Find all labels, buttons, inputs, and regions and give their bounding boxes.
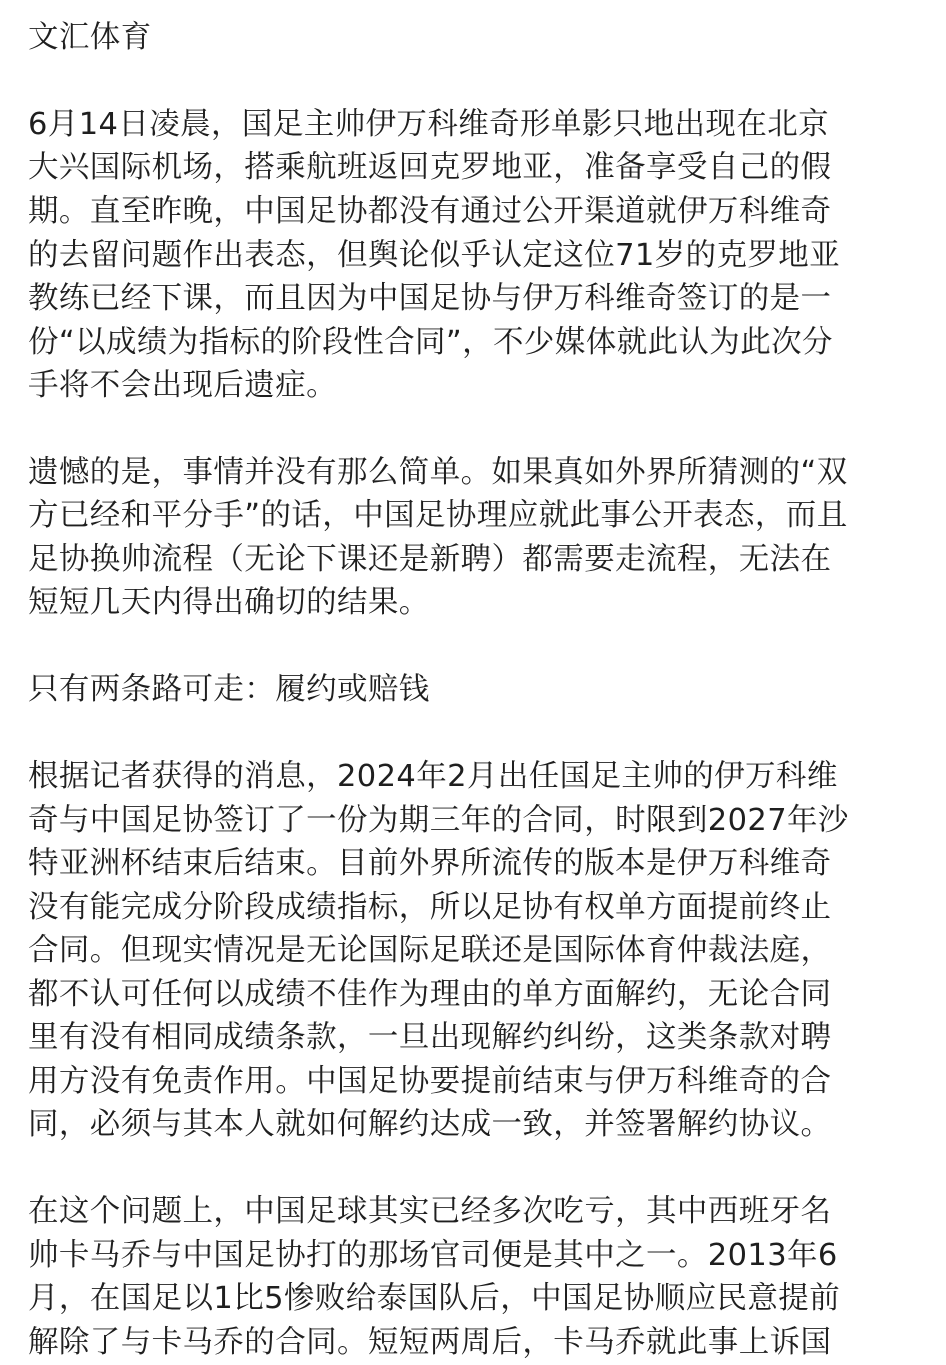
paragraph-line: 没有能完成分阶段成绩指标，所以足协有权单方面提前终止: [28, 890, 832, 925]
subheading: 只有两条路可走：履约或赔钱: [28, 672, 430, 707]
paragraph-line: 在这个问题上，中国足球其实已经多次吃亏，其中西班牙名: [28, 1194, 832, 1229]
paragraph-line: 份“以成绩为指标的阶段性合同”，不少媒体就此认为此次分: [28, 325, 833, 360]
paragraph-line: 6月14日凌晨，国足主帅伊万科维奇形单影只地出现在北京: [28, 107, 830, 142]
paragraph-line: 帅卡马乔与中国足协打的那场官司便是其中之一。2013年6: [28, 1238, 838, 1273]
paragraph-line: 奇与中国足协签订了一份为期三年的合同，时限到2027年沙: [28, 803, 849, 838]
paragraph-line: 短短几天内得出确切的结果。: [28, 585, 430, 620]
paragraph-line: 合同。但现实情况是无论国际足联还是国际体育仲裁法庭，: [28, 933, 832, 968]
paragraph-line: 根据记者获得的消息，2024年2月出任国足主帅的伊万科维: [28, 759, 838, 794]
paragraph-line: 特亚洲杯结束后结束。目前外界所流传的版本是伊万科维奇: [28, 846, 832, 881]
paragraph-line: 足协换帅流程（无论下课还是新聘）都需要走流程，无法在: [28, 542, 832, 577]
paragraph-line: 手将不会出现后遗症。: [28, 368, 337, 403]
paragraph-line: 期。直至昨晚，中国足协都没有通过公开渠道就伊万科维奇: [28, 194, 832, 229]
paragraph-line: 方已经和平分手”的话，中国足协理应就此事公开表态，而且: [28, 498, 848, 533]
paragraph-line: 用方没有免责作用。中国足协要提前结束与伊万科维奇的合: [28, 1064, 832, 1099]
paragraph-line: 大兴国际机场，搭乘航班返回克罗地亚，准备享受自己的假: [28, 150, 832, 185]
paragraph-line: 遗憾的是，事情并没有那么简单。如果真如外界所猜测的“双: [28, 455, 848, 490]
paragraph-line: 月，在国足以1比5惨败给泰国队后，中国足协顺应民意提前: [28, 1281, 841, 1316]
paragraph-line: 教练已经下课，而且因为中国足协与伊万科维奇签订的是一: [28, 281, 832, 316]
article-source: 文汇体育: [28, 20, 152, 55]
paragraph-line: 解除了与卡马乔的合同。短短两周后，卡马乔就此事上诉国: [28, 1325, 832, 1360]
paragraph-line: 同，必须与其本人就如何解约达成一致，并签署解约协议。: [28, 1107, 832, 1142]
paragraph-line: 的去留问题作出表态，但舆论似乎认定这位71岁的克罗地亚: [28, 238, 841, 273]
paragraph-line: 里有没有相同成绩条款，一旦出现解约纠纷，这类条款对聘: [28, 1020, 832, 1055]
paragraph-line: 都不认可任何以成绩不佳作为理由的单方面解约，无论合同: [28, 977, 832, 1012]
